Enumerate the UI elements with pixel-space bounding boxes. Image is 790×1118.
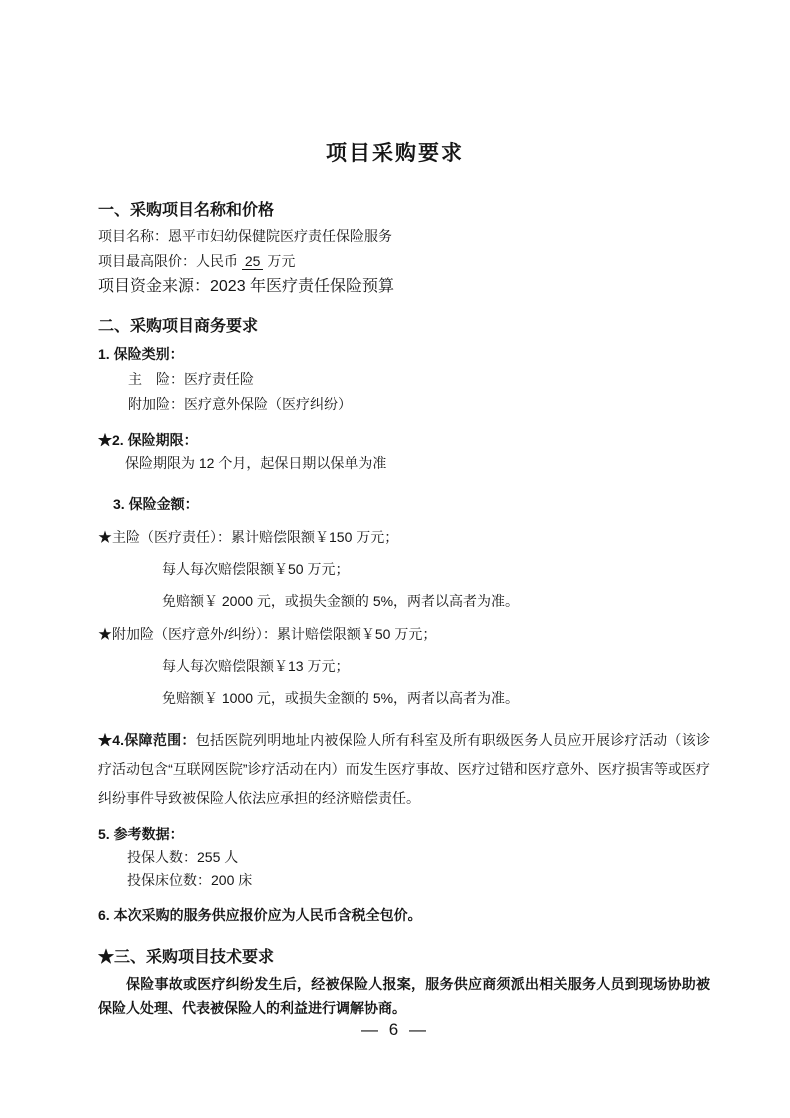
item2-heading: ★2. 保险期限： [98,432,198,448]
main-risk-limit-line: ★主险（医疗责任）：累计赔偿限额￥150 万元； [98,529,399,545]
coverage-scope-paragraph [98,726,710,813]
section-one-heading: 一、采购项目名称和价格 [98,202,275,219]
section-two-heading: 二、采购项目商务要求 [98,318,259,335]
item1-heading: 1. 保险类别： [98,346,184,362]
funding-source-line: 项目资金来源：2023 年医疗责任保险预算 [98,278,395,295]
price-limit-suffix: 万元 [267,253,296,269]
coverage-scope-body: 包括医院列明地址内被保险人所有科室及所有职级医务人员应开展诊疗活动（该诊疗活动包含“互联网医院”诊疗活动在内）而发生医疗事故、医疗过错和医疗意外、医疗损害等或医疗纠纷事件导致被保险人依法应承担的经济赔偿责任。 [98,732,710,806]
page-title: 项目采购要求 [326,142,464,165]
additional-risk-per-person-line: 每人每次赔偿限额￥13 万元； [162,658,350,674]
document-body [0,200,790,1020]
item6-heading: 6. 本次采购的服务供应报价应为人民币含税全包价。 [98,907,422,923]
price-limit-value: 25 [242,253,264,270]
item2-body: 保险期限为 12 个月，起保日期以保单为准 [125,455,387,471]
insured-people-line: 投保人数：255 人 [127,849,239,865]
insured-beds-line: 投保床位数：200 床 [127,872,253,888]
coverage-scope-label: ★4.保障范围： [98,732,196,748]
item5-heading: 5. 参考数据： [98,826,184,842]
item3-heading: 3. 保险金额： [113,496,199,512]
price-limit-line [98,251,710,272]
page-number: — 6 — [361,1020,429,1039]
section-three-heading: ★三、采购项目技术要求 [98,949,275,966]
additional-risk-limit-line: ★附加险（医疗意外/纠纷）：累计赔偿限额￥50 万元； [98,626,437,642]
main-risk-per-person-line: 每人每次赔偿限额￥50 万元； [162,561,350,577]
project-name-line: 项目名称：恩平市妇幼保健院医疗责任保险服务 [98,228,392,244]
main-risk-deductible-line: 免赔额￥ 2000 元，或损失金额的 5%，两者以高者为准。 [162,593,520,609]
main-insurance-line: 主 险：医疗责任险 [128,371,254,387]
section-three-body: 保险事故或医疗纠纷发生后，经被保险人报案，服务供应商须派出相关服务人员到现场协助被保险人处理、代表被保险人的利益进行调解协商。 [98,976,710,1016]
additional-risk-deductible-line: 免赔额￥ 1000 元，或损失金额的 5%，两者以高者为准。 [162,690,520,706]
additional-insurance-line: 附加险：医疗意外保险（医疗纠纷） [128,396,352,412]
price-limit-prefix: 项目最高限价：人民币 [98,253,238,269]
